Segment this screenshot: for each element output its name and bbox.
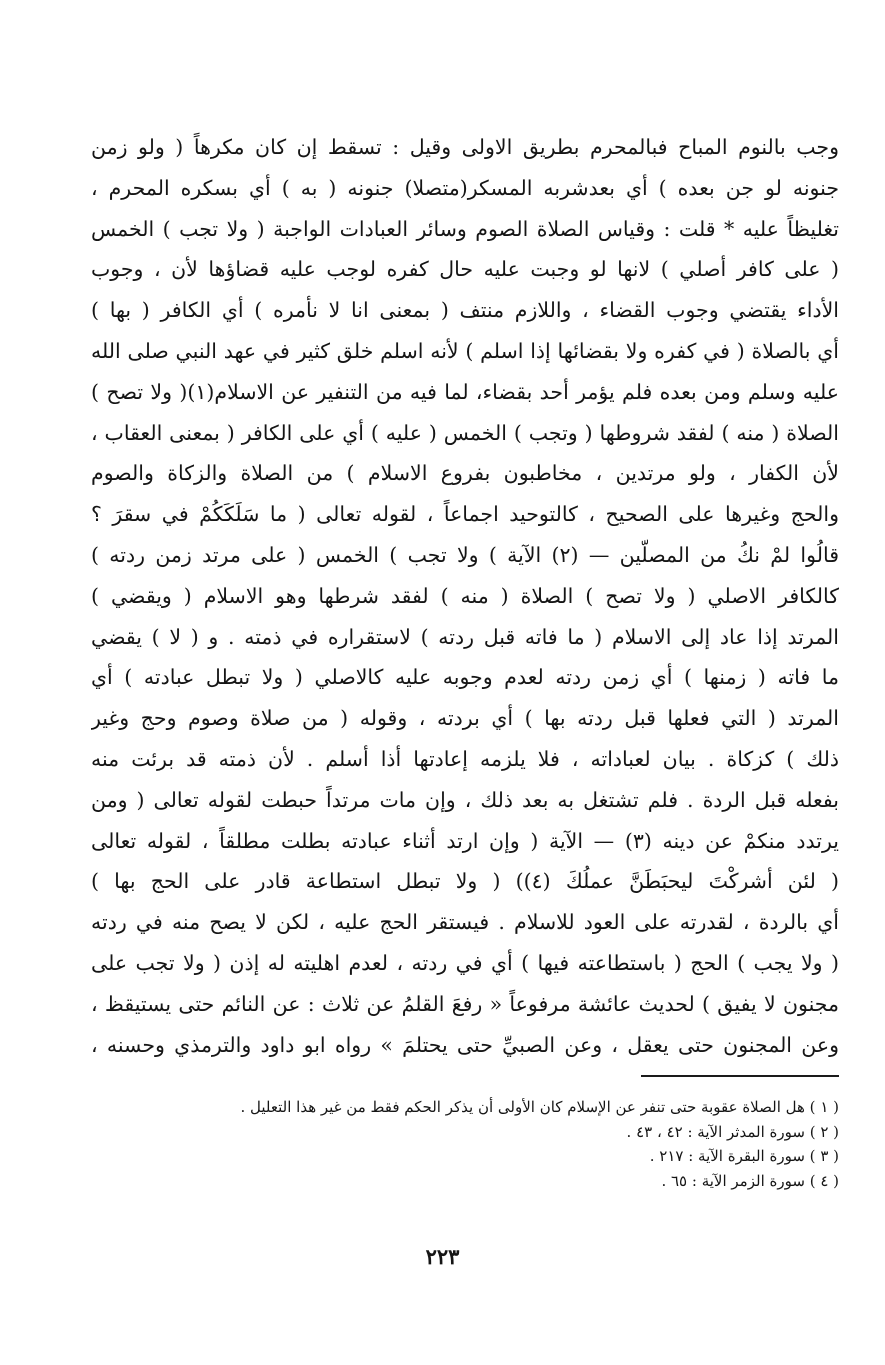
footnotes <box>91 1095 839 1193</box>
text-line: الأداء يقتضي وجوب القضاء ، واللازم منتف ( بمعنى انا لا نأمره ) أي الكافر ( بها ) <box>91 298 839 323</box>
text-line: ( لئن أشركْتَ ليحبَطَنَّ عملُكَ (٤)) ( ولا تبطل استطاعة قادر على الحج بها ) <box>91 869 839 894</box>
text-line: أي بالصلاة ( في كفره ولا بقضائها إذا اسلم ) لأنه اسلم خلق كثير في عهد النبي صلى الله <box>91 338 839 363</box>
text-line: تغليظاً عليه * قلت : وقياس الصلاة الصوم وسائر العبادات الواجبة ( ولا تجب ) الخمس <box>91 216 839 241</box>
text-line: يرتدد منكمْ عن دينه (٣) — الآية ( وإن ارتد أثناء عبادته بطلت مطلقاً ، لقوله تعالى <box>91 828 839 853</box>
text-line: وجب بالنوم المباح فبالمحرم بطريق الاولى وقيل : تسقط إن كان مكرهاً ( ولو زمن <box>91 135 839 159</box>
footnote: ( ٢ ) سورة المدثر الآية : ٤٢ ، ٤٣ . <box>626 1122 839 1141</box>
page-number: ٢٢٣ <box>425 1244 460 1269</box>
text-line: ( على كافر أصلي ) لانها لو وجبت عليه حال كفره لوجب عليه قضاؤها لأن ، وجوب <box>91 257 839 282</box>
text-line: والحج وغيرها على الصحيح ، كالتوحيد اجماعاً ، لقوله تعالى ( ما سَلَكَكُمْ في سقرَ ؟ <box>91 502 839 527</box>
text-line: الصلاة ( منه ) لفقد شروطها ( وتجب ) الخمس ( عليه ) أي على الكافر ( بمعنى العقاب ، <box>91 420 839 445</box>
footnote: ( ١ ) هل الصلاة عقوبة حتى تنفر عن الإسلام كان الأولى أن يذكر الحكم فقط من غير هذا التعليل . <box>240 1098 839 1116</box>
text-line: لأن الكفار ، ولو مرتدين ، مخاطبون بفروع الاسلام ) من الصلاة والزكاة والصوم <box>91 461 839 486</box>
text-line: ذلك ) كزكاة . بيان لعباداته ، فلا يلزمه إعادتها أذا أسلم . لأن ذمته قد برئت منه <box>91 746 839 771</box>
footnote: ( ٤ ) سورة الزمر الآية : ٦٥ . <box>661 1171 839 1190</box>
text-line: قالُوا لمْ نكُ من المصلّين — (٢) الآية ) ولا تجب ) الخمس ( على مرتد زمن ردته ) <box>91 542 839 567</box>
text-line: عليه وسلم ومن بعده فلم يؤمر أحد بقضاء، لما فيه من التنفير عن الاسلام(١)( ولا تصح ) <box>91 379 839 404</box>
text-line: جنونه لو جن بعده ) أي بعدشربه المسكر(متصلا) جنونه ( به ) أي بسكره المحرم ، <box>91 175 839 200</box>
text-line: ما فاته ( زمنها ) أي زمن ردته لعدم وجوبه عليه كالاصلي ( ولا تبطل عبادته ) أي <box>91 665 839 690</box>
text-line: المرتد ( التي فعلها قبل ردته بها ) أي بردته ، وقوله ( من صلاة وصوم وحج وغير <box>91 706 839 731</box>
text-line: مجنون لا يفيق ) لحديث عائشة مرفوعاً « رفعَ القلمُ عن ثلاث : عن النائم حتى يستيقظ ، <box>91 991 839 1016</box>
text-line: وعن المجنون حتى يعقل ، وعن الصبيِّ حتى يحتلمَ » رواه ابو داود والترمذي وحسنه ، <box>91 1032 839 1057</box>
main-text <box>91 127 839 1065</box>
text-line: ( ولا يجب ) الحج ( باستطاعته فيها ) أي في ردته ، لعدم اهليته له إذن ( ولا تجب على <box>91 950 839 975</box>
text-line: المرتد إذا عاد إلى الاسلام ( ما فاته قبل ردته ) لاستقراره في ذمته . و ( لا ) يقضي <box>91 624 839 649</box>
footnote: ( ٣ ) سورة البقرة الآية : ٢١٧ . <box>649 1147 839 1165</box>
text-line: أي بالردة ، لقدرته على العود للاسلام . فيستقر الحج عليه ، لكن لا يصح منه في ردته <box>91 910 839 935</box>
text-line: بفعله قبل الردة . فلم تشتغل به بعد ذلك ، وإن مات مرتداً حبطت لقوله تعالى ( ومن <box>91 787 839 812</box>
text-line: كالكافر الاصلي ( ولا تصح ) الصلاة ( منه ) لفقد شرطها وهو الاسلام ( ويقضي ) <box>91 583 839 608</box>
footnote-separator <box>641 1075 839 1077</box>
